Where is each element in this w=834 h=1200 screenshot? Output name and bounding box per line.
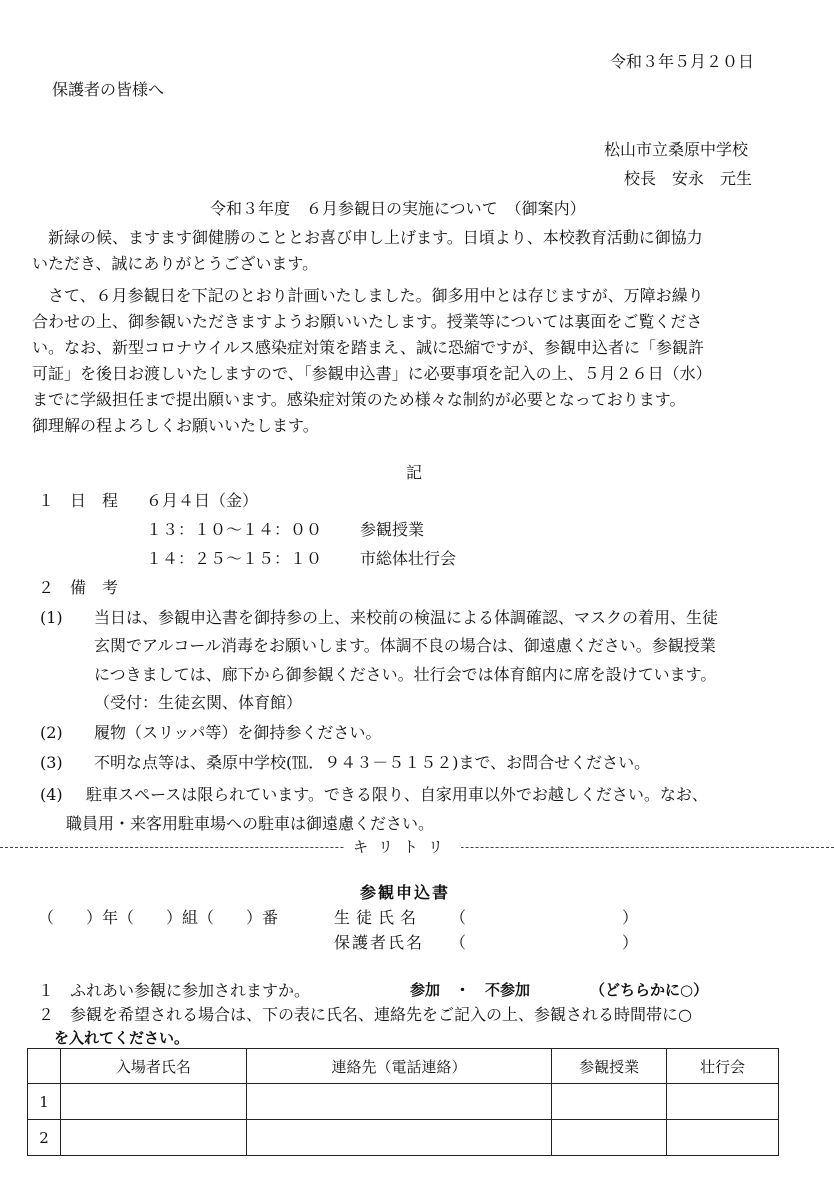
schedule-date: ６月４日（金） (146, 491, 259, 510)
school-name: 松山市立桑原中学校 (604, 140, 749, 159)
table-header-row (28, 1049, 779, 1084)
note-number: (3) (40, 753, 63, 772)
student-name-field[interactable] (462, 908, 622, 928)
contact-cell[interactable] (246, 1084, 552, 1120)
principal-name: 校長 安永 元生 (624, 169, 753, 188)
letter-date: 令和３年５月２０日 (610, 52, 755, 71)
main-paragraph (32, 283, 802, 439)
paragraph-line: 可証」を後日お渡しいたしますので、「参観申込書」に必要事項を記入の上、５月２６日（水） (32, 364, 712, 383)
note-line: 履物（スリッパ等）を御持参ください。 (94, 723, 382, 742)
attendee-name-cell[interactable] (60, 1084, 246, 1120)
paragraph-line: 御理解の程よろしくお願いいたします。 (32, 416, 319, 435)
paragraph-line: までに学級担任まで提出願います。感染症対策のため様々な制約が必要となっております。 (32, 390, 686, 409)
recipient: 保護者の皆様へ (52, 80, 165, 99)
row-number: 2 (28, 1120, 61, 1156)
note-line: 職員用・来客用駐車場への駐車は御遠慮ください。 (66, 814, 435, 833)
question-1: １ ふれあい参観に参加されますか。 (38, 981, 311, 1000)
class-visit-cell[interactable] (552, 1084, 667, 1120)
note-line: 当日は、参観申込書を御持参の上、来校前の検温による体調確認、マスクの着用、生徒 (94, 608, 719, 627)
ki-mark: 記 (406, 463, 423, 482)
form-title: 参観申込書 (360, 883, 451, 902)
participation-hint: （どちらかに○） (590, 981, 709, 999)
note-number: (1) (40, 608, 63, 627)
table-header-cell: 入場者氏名 (60, 1049, 246, 1084)
rally-cell[interactable] (667, 1120, 779, 1156)
table-row (28, 1084, 779, 1120)
question-2-cont: を入れてください。 (54, 1029, 190, 1047)
table-header-cell: 連絡先（電話連絡） (246, 1049, 552, 1084)
paragraph-line: さて、６月参観日を下記のとおり計画いたしました。御多用中とは存じますが、万障お繰り (48, 286, 704, 305)
row-number: 1 (28, 1084, 61, 1120)
schedule-time-1: １３：１０～１４：００ (146, 520, 323, 539)
guardian-name-field[interactable] (462, 933, 622, 953)
guardian-paren-open: （ (450, 933, 467, 952)
note-line: 不明な点等は、桑原中学校(℡．９４３－５１５２)まで、お問合せください。 (94, 753, 651, 772)
schedule-label: １ 日 程 (38, 491, 119, 510)
table-header-cell (28, 1049, 61, 1084)
note-number: (2) (40, 723, 63, 742)
notes-label: ２ 備 考 (38, 578, 119, 597)
note-line: 玄関でアルコール消毒をお願いします。体調不良の場合は、御遠慮ください。参観授業 (94, 636, 716, 655)
table-header-cell: 壮行会 (667, 1049, 779, 1084)
cut-label: キリトリ (345, 836, 461, 857)
note-line: 駐車スペースは限られています。できる限り、自家用車以外でお越しください。なお、 (86, 785, 708, 804)
attendee-table (27, 1048, 779, 1156)
paragraph-line: いただき、誠にありがとうございます。 (32, 254, 319, 273)
participation-options[interactable]: 参加 ・ 不参加 (410, 981, 531, 999)
greeting-paragraph (32, 225, 802, 277)
paragraph-line: 合わせの上、御参観いただきますようお願いいたします。授業等については裏面をご覧くださ (32, 312, 703, 331)
student-name-label: 生徒氏名 (334, 908, 423, 927)
contact-cell[interactable] (246, 1120, 552, 1156)
student-paren-close: ） (622, 908, 639, 927)
note-number: (4) (40, 785, 63, 804)
guardian-paren-close: ） (622, 933, 639, 952)
letter-title: 令和３年度 ６月参観日の実施について （御案内） (210, 199, 586, 218)
table-row (28, 1120, 779, 1156)
student-paren-open: （ (450, 908, 467, 927)
note-line: （受付：生徒玄関、体育館） (94, 693, 303, 712)
guardian-name-label: 保護者氏名 (334, 933, 425, 952)
question-2: ２ 参観を希望される場合は、下の表に氏名、連絡先をご記入の上、参観される時間帯に○ (38, 1005, 692, 1024)
rally-cell[interactable] (667, 1084, 779, 1120)
class-visit-cell[interactable] (552, 1120, 667, 1156)
attendee-name-cell[interactable] (60, 1120, 246, 1156)
paragraph-line: 新緑の候、ますます御健勝のこととお喜び申し上げます。日頃より、本校教育活動に御協力 (48, 228, 703, 247)
schedule-event-1: 参観授業 (360, 520, 425, 539)
table-header-cell: 参観授業 (552, 1049, 667, 1084)
class-line: （ ）年（ ）組（ ）番 (38, 908, 279, 927)
schedule-time-2: １４：２５～１５：１０ (146, 549, 323, 568)
note-line: につきましては、廊下から御参観ください。壮行会では体育館内に席を設けています。 (94, 665, 717, 684)
paragraph-line: い。なお、新型コロナウイルス感染症対策を踏まえ、誠に恐縮ですが、参観申込者に「参観許 (32, 338, 705, 357)
schedule-event-2: 市総体壮行会 (360, 549, 457, 568)
